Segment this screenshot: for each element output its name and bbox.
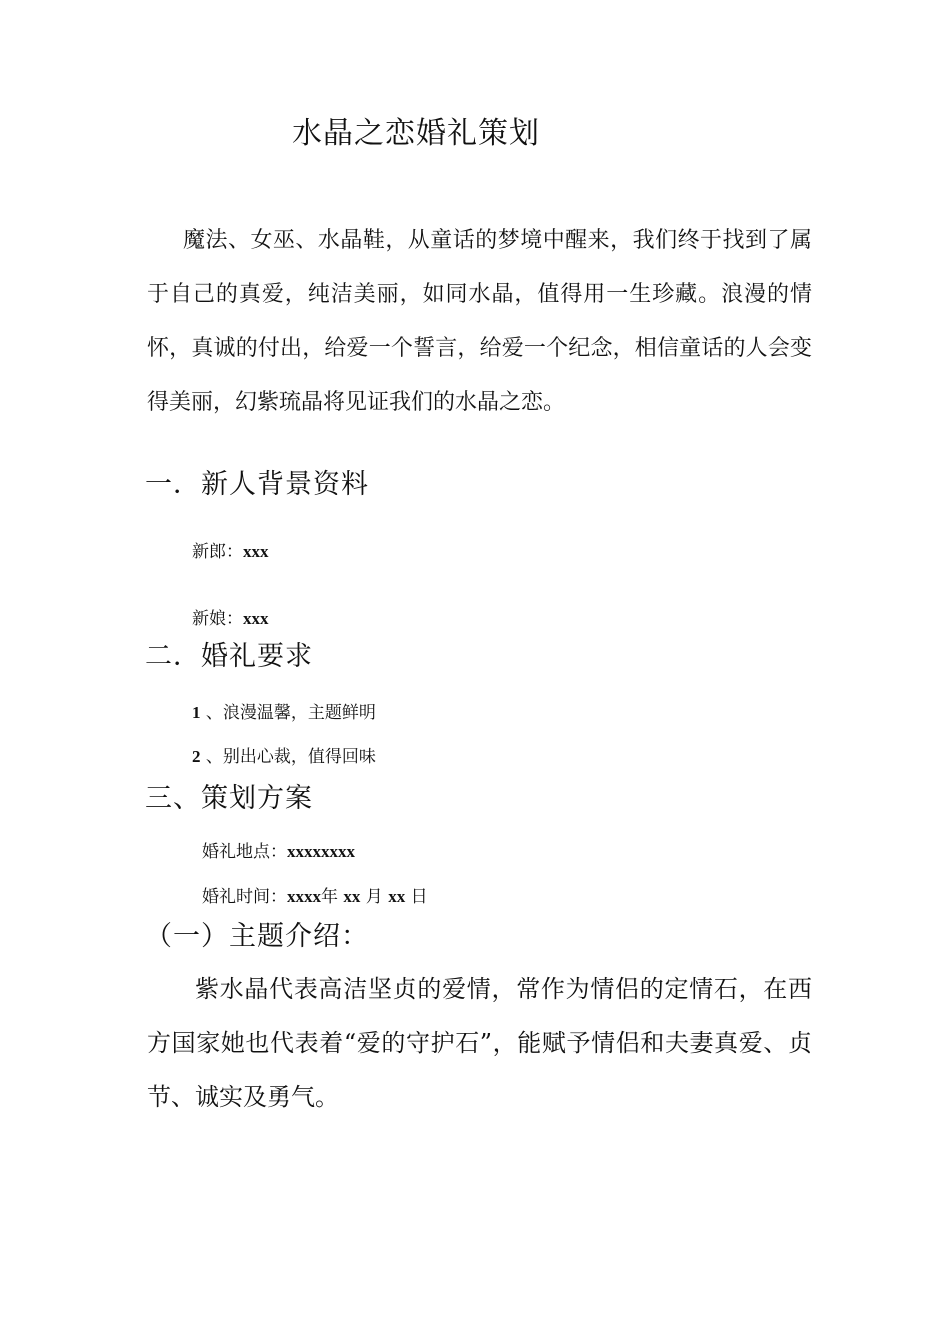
theme-paragraph — [147, 962, 812, 1124]
groom-value: xxx — [243, 542, 269, 561]
groom-label: 新郎： — [192, 542, 243, 562]
time-day-unit: 日 — [405, 887, 428, 907]
time-year-unit: 年 — [321, 887, 344, 907]
time-month-unit: 月 — [360, 887, 389, 907]
time-year: xxxx — [287, 887, 321, 906]
section1-heading: 一．新人背景资料 — [145, 469, 369, 500]
location-line — [202, 837, 355, 862]
time-line — [202, 882, 428, 907]
time-label: 婚礼时间： — [202, 887, 287, 907]
bride-label: 新娘： — [192, 609, 243, 629]
theme-sub-heading: （一）主题介绍： — [145, 921, 369, 952]
requirement-num-2: 2 — [192, 747, 201, 766]
time-month: xx — [343, 887, 361, 906]
time-day: xx — [388, 887, 406, 906]
requirement-text-2: 、别出心裁，值得回味 — [200, 747, 376, 767]
document-title: 水晶之恋婚礼策划 — [292, 116, 540, 151]
theme-text: 紫水晶代表高洁坚贞的爱情，常作为情侣的定情石，在西方国家她也代表着“爱的守护石”，能赋予情侣和夫妻真爱、贞节、诚实及勇气。 — [147, 975, 812, 1111]
requirement-item-2 — [192, 742, 376, 767]
bride-line — [192, 604, 269, 629]
requirement-num-1: 1 — [192, 703, 201, 722]
intro-text: 魔法、女巫、水晶鞋，从童话的梦境中醒来，我们终于找到了属于自己的真爱，纯洁美丽，如同水晶，值得用一生珍藏。浪漫的情怀，真诚的付出，给爱一个誓言，给爱一个纪念，相信童话的人会变得美丽，幻紫琉晶将见证我们的水晶之恋。 — [147, 228, 812, 415]
intro-paragraph — [147, 214, 812, 430]
section2-heading: 二．婚礼要求 — [145, 641, 313, 672]
requirement-text-1: 、浪漫温馨，主题鲜明 — [200, 703, 376, 723]
location-value: xxxxxxxx — [287, 842, 355, 861]
bride-value: xxx — [243, 609, 269, 628]
requirement-item-1 — [192, 698, 376, 723]
groom-line — [192, 537, 269, 562]
section3-heading: 三、策划方案 — [145, 783, 313, 814]
location-label: 婚礼地点： — [202, 842, 287, 862]
